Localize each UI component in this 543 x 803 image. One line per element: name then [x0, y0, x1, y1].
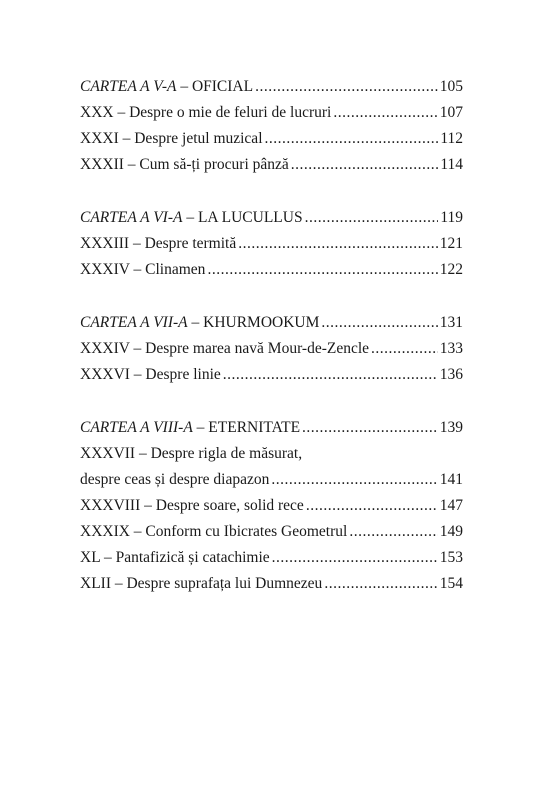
dot-leader	[223, 362, 438, 388]
chapter-title: XXXVIII – Despre soare, solid rece	[80, 497, 304, 514]
chapter-title: XXXIV – Clinamen	[80, 261, 206, 278]
page-number: 149	[439, 523, 463, 540]
toc-chapter-entry[interactable]	[80, 519, 463, 545]
dot-leader	[238, 231, 438, 257]
part-title	[80, 74, 253, 100]
page-number: 136	[439, 366, 463, 383]
toc-chapter-entry[interactable]	[80, 126, 463, 152]
dot-leader	[291, 152, 439, 178]
chapter-title: XXXIII – Despre termită	[80, 235, 237, 252]
toc-section-part-6	[80, 205, 463, 283]
page-number: 121	[439, 235, 463, 252]
dot-leader	[305, 205, 439, 231]
dot-leader	[324, 571, 437, 597]
toc-chapter-entry[interactable]	[80, 231, 463, 257]
toc-section-part-7	[80, 310, 463, 388]
page-number: 114	[440, 156, 463, 173]
chapter-title: XXXVI – Despre linie	[80, 366, 221, 383]
chapter-title: XXX – Despre o mie de feluri de lucruri	[80, 104, 332, 121]
part-label: CARTEA A VI-A	[80, 209, 183, 226]
chapter-title: XLII – Despre suprafața lui Dumnezeu	[80, 575, 323, 592]
dot-leader	[265, 126, 439, 152]
toc-chapter-entry[interactable]	[80, 336, 463, 362]
page-number: 112	[440, 130, 463, 147]
dot-leader	[271, 467, 437, 493]
page-number: 122	[439, 261, 463, 278]
chapter-title: XXXII – Cum să-ți procuri pânză	[80, 156, 289, 173]
toc-chapter-entry[interactable]	[80, 571, 463, 597]
toc-chapter-entry[interactable]	[80, 152, 463, 178]
page-number: 141	[439, 471, 463, 488]
chapter-title: XXXI – Despre jetul muzical	[80, 130, 263, 147]
dot-leader	[333, 100, 437, 126]
toc-part-entry[interactable]	[80, 74, 463, 100]
part-subtitle: – ETERNITATE	[192, 419, 301, 436]
part-subtitle: – OFICIAL	[176, 78, 254, 95]
part-label: CARTEA A VII-A	[80, 314, 188, 331]
page-number: 107	[439, 104, 463, 121]
part-title	[80, 310, 319, 336]
toc-part-entry[interactable]	[80, 310, 463, 336]
dot-leader	[371, 336, 438, 362]
toc-chapter-entry[interactable]	[80, 362, 463, 388]
page-number: 105	[439, 78, 463, 95]
dot-leader	[302, 415, 438, 441]
part-subtitle: – KHURMOOKUM	[187, 314, 320, 331]
toc-chapter-entry[interactable]	[80, 545, 463, 571]
dot-leader	[306, 493, 438, 519]
dot-leader	[272, 545, 438, 571]
page-number: 153	[439, 549, 463, 566]
chapter-title: XXXIV – Despre marea navă Mour-de-Zencle	[80, 340, 370, 357]
page-number: 147	[439, 497, 463, 514]
page-number: 119	[440, 209, 463, 226]
toc-chapter-entry[interactable]	[80, 100, 463, 126]
part-subtitle: – LA LUCULLUS	[182, 209, 303, 226]
toc-section-part-5	[80, 74, 463, 178]
page-number: 131	[439, 314, 463, 331]
toc-part-entry[interactable]	[80, 415, 463, 441]
dot-leader	[255, 74, 438, 100]
toc-chapter-entry[interactable]	[80, 441, 463, 493]
dot-leader	[321, 310, 437, 336]
toc-chapter-entry[interactable]	[80, 257, 463, 283]
part-title	[80, 205, 303, 231]
page-number: 154	[439, 575, 463, 592]
chapter-title-line-1: XXXVII – Despre rigla de măsurat,	[80, 445, 303, 462]
page-number: 139	[439, 419, 463, 436]
chapter-title: XXXIX – Conform cu Ibicrates Geometrul	[80, 523, 348, 540]
dot-leader	[349, 519, 437, 545]
toc-part-entry[interactable]	[80, 205, 463, 231]
chapter-title: XL – Pantafizică și catachimie	[80, 549, 270, 566]
page-number: 133	[439, 340, 463, 357]
table-of-contents	[80, 74, 463, 624]
toc-chapter-entry[interactable]	[80, 493, 463, 519]
part-label: CARTEA A VIII-A	[80, 419, 193, 436]
chapter-title: despre ceas și despre diapazon	[80, 471, 270, 488]
chapter-title-line-2-row	[80, 467, 463, 493]
part-title	[80, 415, 300, 441]
part-label: CARTEA A V-A	[80, 78, 177, 95]
toc-section-part-8	[80, 415, 463, 597]
dot-leader	[207, 257, 437, 283]
